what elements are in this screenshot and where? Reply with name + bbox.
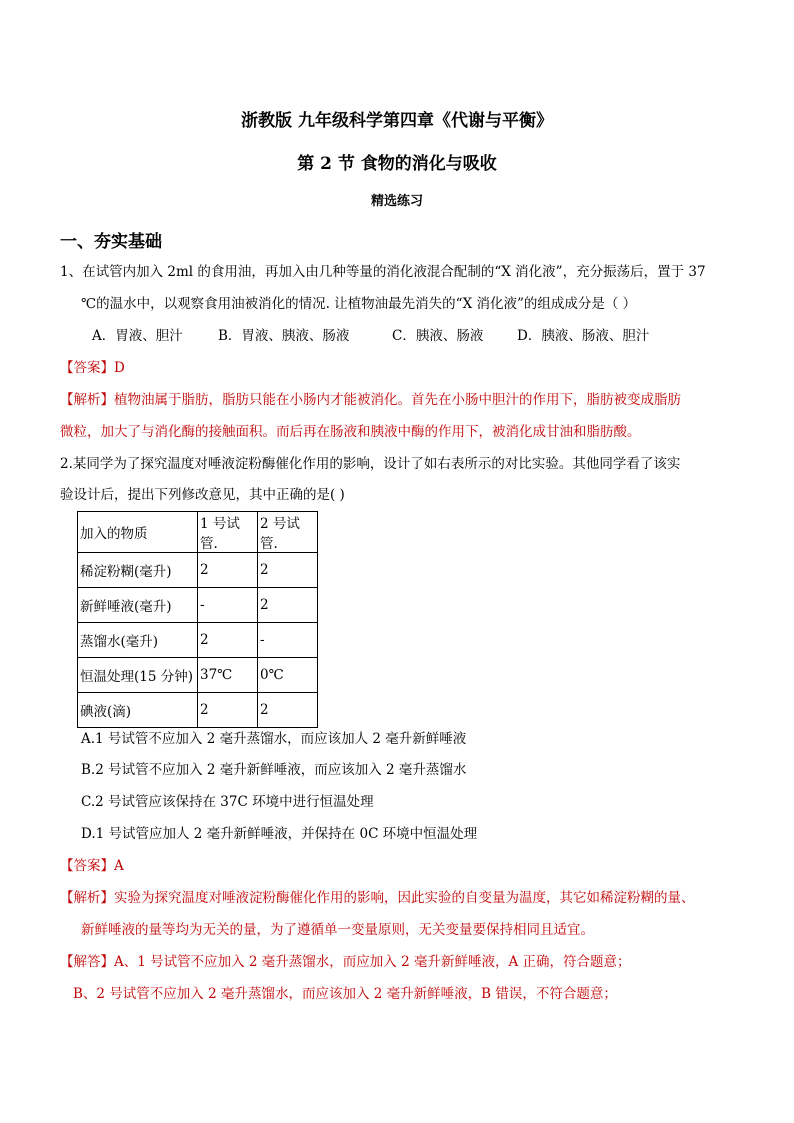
table-cell: 碘液(滴) [78, 693, 198, 728]
table-cell: 2 [198, 553, 258, 588]
solution-text: A、1 号试管不应加入 2 毫升蒸馏水，而应加入 2 毫升新鲜唾液，A 正确，符合题意； [114, 954, 631, 970]
subtitle: 精选练习 [370, 194, 423, 209]
document-title: 浙教版 九年级科学第四章《代谢与平衡》 [241, 111, 553, 131]
answer-value: A [114, 858, 124, 874]
section-heading: 一、夯实基础 [60, 232, 162, 252]
q2-option-c: C.2 号试管应该保持在 37C 环境中进行恒温处理 [81, 794, 374, 810]
table-header-cell: 2 号试管. [258, 512, 318, 553]
table-header-cell: 1 号试管. [198, 512, 258, 553]
q1-option-c: C．胰液、肠液 [392, 328, 484, 344]
table-header-cell: 加入的物质 [78, 512, 198, 553]
table-row [78, 588, 318, 623]
q2-stem-line1: 2.某同学为了探究温度对唾液淀粉酶催化作用的影响，设计了如右表所示的对比实验。其他同学看了该实 [60, 456, 681, 472]
table-cell: 蒸馏水(毫升) [78, 623, 198, 658]
table-cell: 2 [198, 693, 258, 728]
table-row [78, 658, 318, 693]
answer-tag: 【答案】 [60, 858, 114, 874]
table-cell: 37℃ [198, 658, 258, 693]
table-row [78, 553, 318, 588]
table-row [78, 623, 318, 658]
q1-answer [60, 358, 125, 378]
table-cell: 0℃ [258, 658, 318, 693]
table-cell: 2 [198, 623, 258, 658]
q2-option-a: A.1 号试管不应加入 2 毫升蒸馏水，而应该加人 2 毫升新鲜唾液 [81, 731, 467, 747]
q2-answer [60, 856, 124, 876]
analysis-text: 植物油属于脂肪，脂肪只能在小肠内才能被消化。首先在小肠中胆汁的作用下，脂肪被变成脂肪 [114, 392, 681, 408]
table-cell: 新鲜唾液(毫升) [78, 588, 198, 623]
table-cell: - [198, 588, 258, 623]
answer-value: D [114, 360, 125, 376]
q2-option-d: D.1 号试管应加人 2 毫升新鲜唾液，并保持在 0C 环境中恒温处理 [81, 826, 478, 842]
analysis-tag: 【解析】 [60, 890, 114, 906]
analysis-text: 实验为探究温度对唾液淀粉酶催化作用的影响，因此实验的自变量为温度，其它如稀淀粉糊的量、 [114, 890, 695, 906]
table-cell: 2 [258, 693, 318, 728]
q1-option-b: B．胃液、胰液、肠液 [218, 328, 350, 344]
table-cell: 稀淀粉糊(毫升) [78, 553, 198, 588]
analysis-tag: 【解析】 [60, 392, 114, 408]
q1-analysis-line2: 微粒，加大了与消化酶的接触面积。而后再在肠液和胰液中酶的作用下，被消化成甘油和脂肪酸。 [60, 424, 641, 440]
q2-option-b: B.2 号试管不应加入 2 毫升新鲜唾液，而应该加入 2 毫升蒸馏水 [81, 762, 467, 778]
q2-solution-line2: B、2 号试管不应加入 2 毫升蒸馏水，而应该加入 2 毫升新鲜唾液，B 错误，不符合题意； [73, 986, 617, 1002]
q2-stem-line2: 验设计后，提出下列修改意见，其中正确的是( ) [60, 487, 345, 503]
solution-tag: 【解答】 [60, 954, 114, 970]
table-row [78, 693, 318, 728]
q1-stem-line1: 1、在试管内加入 2ml 的食用油，再加入由几种等量的消化液混合配制的“X 消化液”，充分振荡后，置于 37 [60, 264, 706, 280]
table-cell: 2 [258, 588, 318, 623]
q2-solution-line1 [60, 952, 631, 972]
q1-option-a: A．胃液、胆汁 [92, 328, 183, 344]
table-cell: 恒温处理(15 分钟) [78, 658, 198, 693]
section-title: 第 2 节 食物的消化与吸收 [297, 154, 497, 174]
q1-stem-line2: ℃的温水中，以观察食用油被消化的情况. 让植物油最先消失的“X 消化液”的组成成分是（ ） [81, 296, 637, 312]
q1-option-d: D．胰液、肠液、胆汁 [517, 328, 650, 344]
table-header-row [78, 512, 318, 553]
experiment-table [77, 511, 318, 728]
q2-analysis-line2: 新鲜唾液的量等均为无关的量，为了遵循单一变量原则，无关变量要保持相同且适宜。 [81, 922, 594, 938]
q2-analysis-line1 [60, 888, 695, 908]
table-cell: 2 [258, 553, 318, 588]
q1-analysis-line1 [60, 390, 681, 410]
answer-tag: 【答案】 [60, 360, 114, 376]
table-cell: - [258, 623, 318, 658]
